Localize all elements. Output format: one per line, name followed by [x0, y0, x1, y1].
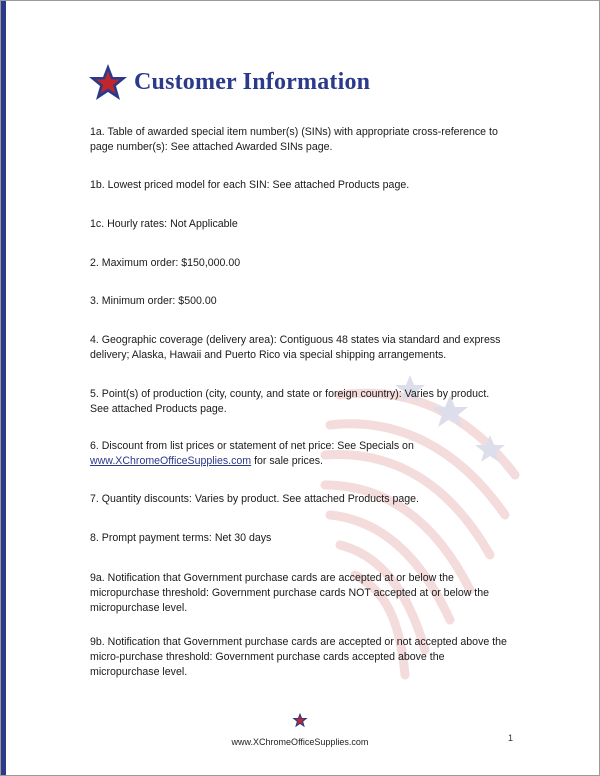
- item-3: 3. Minimum order: $500.00: [90, 295, 217, 307]
- item-9b: 9b. Notification that Government purchase cards are accepted or not accepted above the micro-purchase threshold: Government purchase cards accepted above the micropurchase level.: [90, 636, 507, 678]
- item-9a: 9a. Notification that Government purchase cards are accepted at or below the micropurchase threshold: Government purchase cards NOT accepted at or below the micropurchase level.: [90, 572, 490, 614]
- page-footer: [0, 712, 600, 750]
- item-4: 4. Geographic coverage (delivery area): Contiguous 48 states via standard and express delivery; Alaska, Hawaii and Puerto Rico via special shipping arrangements.: [90, 334, 501, 361]
- specials-link[interactable]: www.XChromeOfficeSupplies.com: [90, 455, 252, 467]
- item-1a: 1a. Table of awarded special item number(s) (SINs) with appropriate cross-reference to page number(s): See attached Awarded SINs page.: [90, 126, 498, 153]
- star-icon: [88, 62, 128, 102]
- item-1b: 1b. Lowest priced model for each SIN: See attached Products page.: [90, 179, 410, 191]
- page-header: [88, 62, 370, 102]
- left-accent-bar: [1, 1, 6, 775]
- item-2: 2. Maximum order: $150,000.00: [90, 257, 241, 269]
- footer-url: www.XChromeOfficeSupplies.com: [231, 737, 369, 747]
- item-1c: 1c. Hourly rates: Not Applicable: [90, 218, 238, 230]
- footer-star-icon: [292, 712, 308, 728]
- item-7: 7. Quantity discounts: Varies by product. See attached Products page.: [90, 493, 419, 505]
- item-8: 8. Prompt payment terms: Net 30 days: [90, 532, 272, 544]
- item-5: 5. Point(s) of production (city, county, and state or foreign country): Varies by product. See attached Products page.: [90, 388, 490, 415]
- page-number: 1: [508, 733, 514, 743]
- page-title: Customer Information: [134, 68, 371, 95]
- item-6: [90, 439, 510, 469]
- item-6-prefix: 6. Discount from list prices or statement of net price: See Specials on: [90, 440, 414, 452]
- item-6-suffix: for sale prices.: [251, 455, 323, 467]
